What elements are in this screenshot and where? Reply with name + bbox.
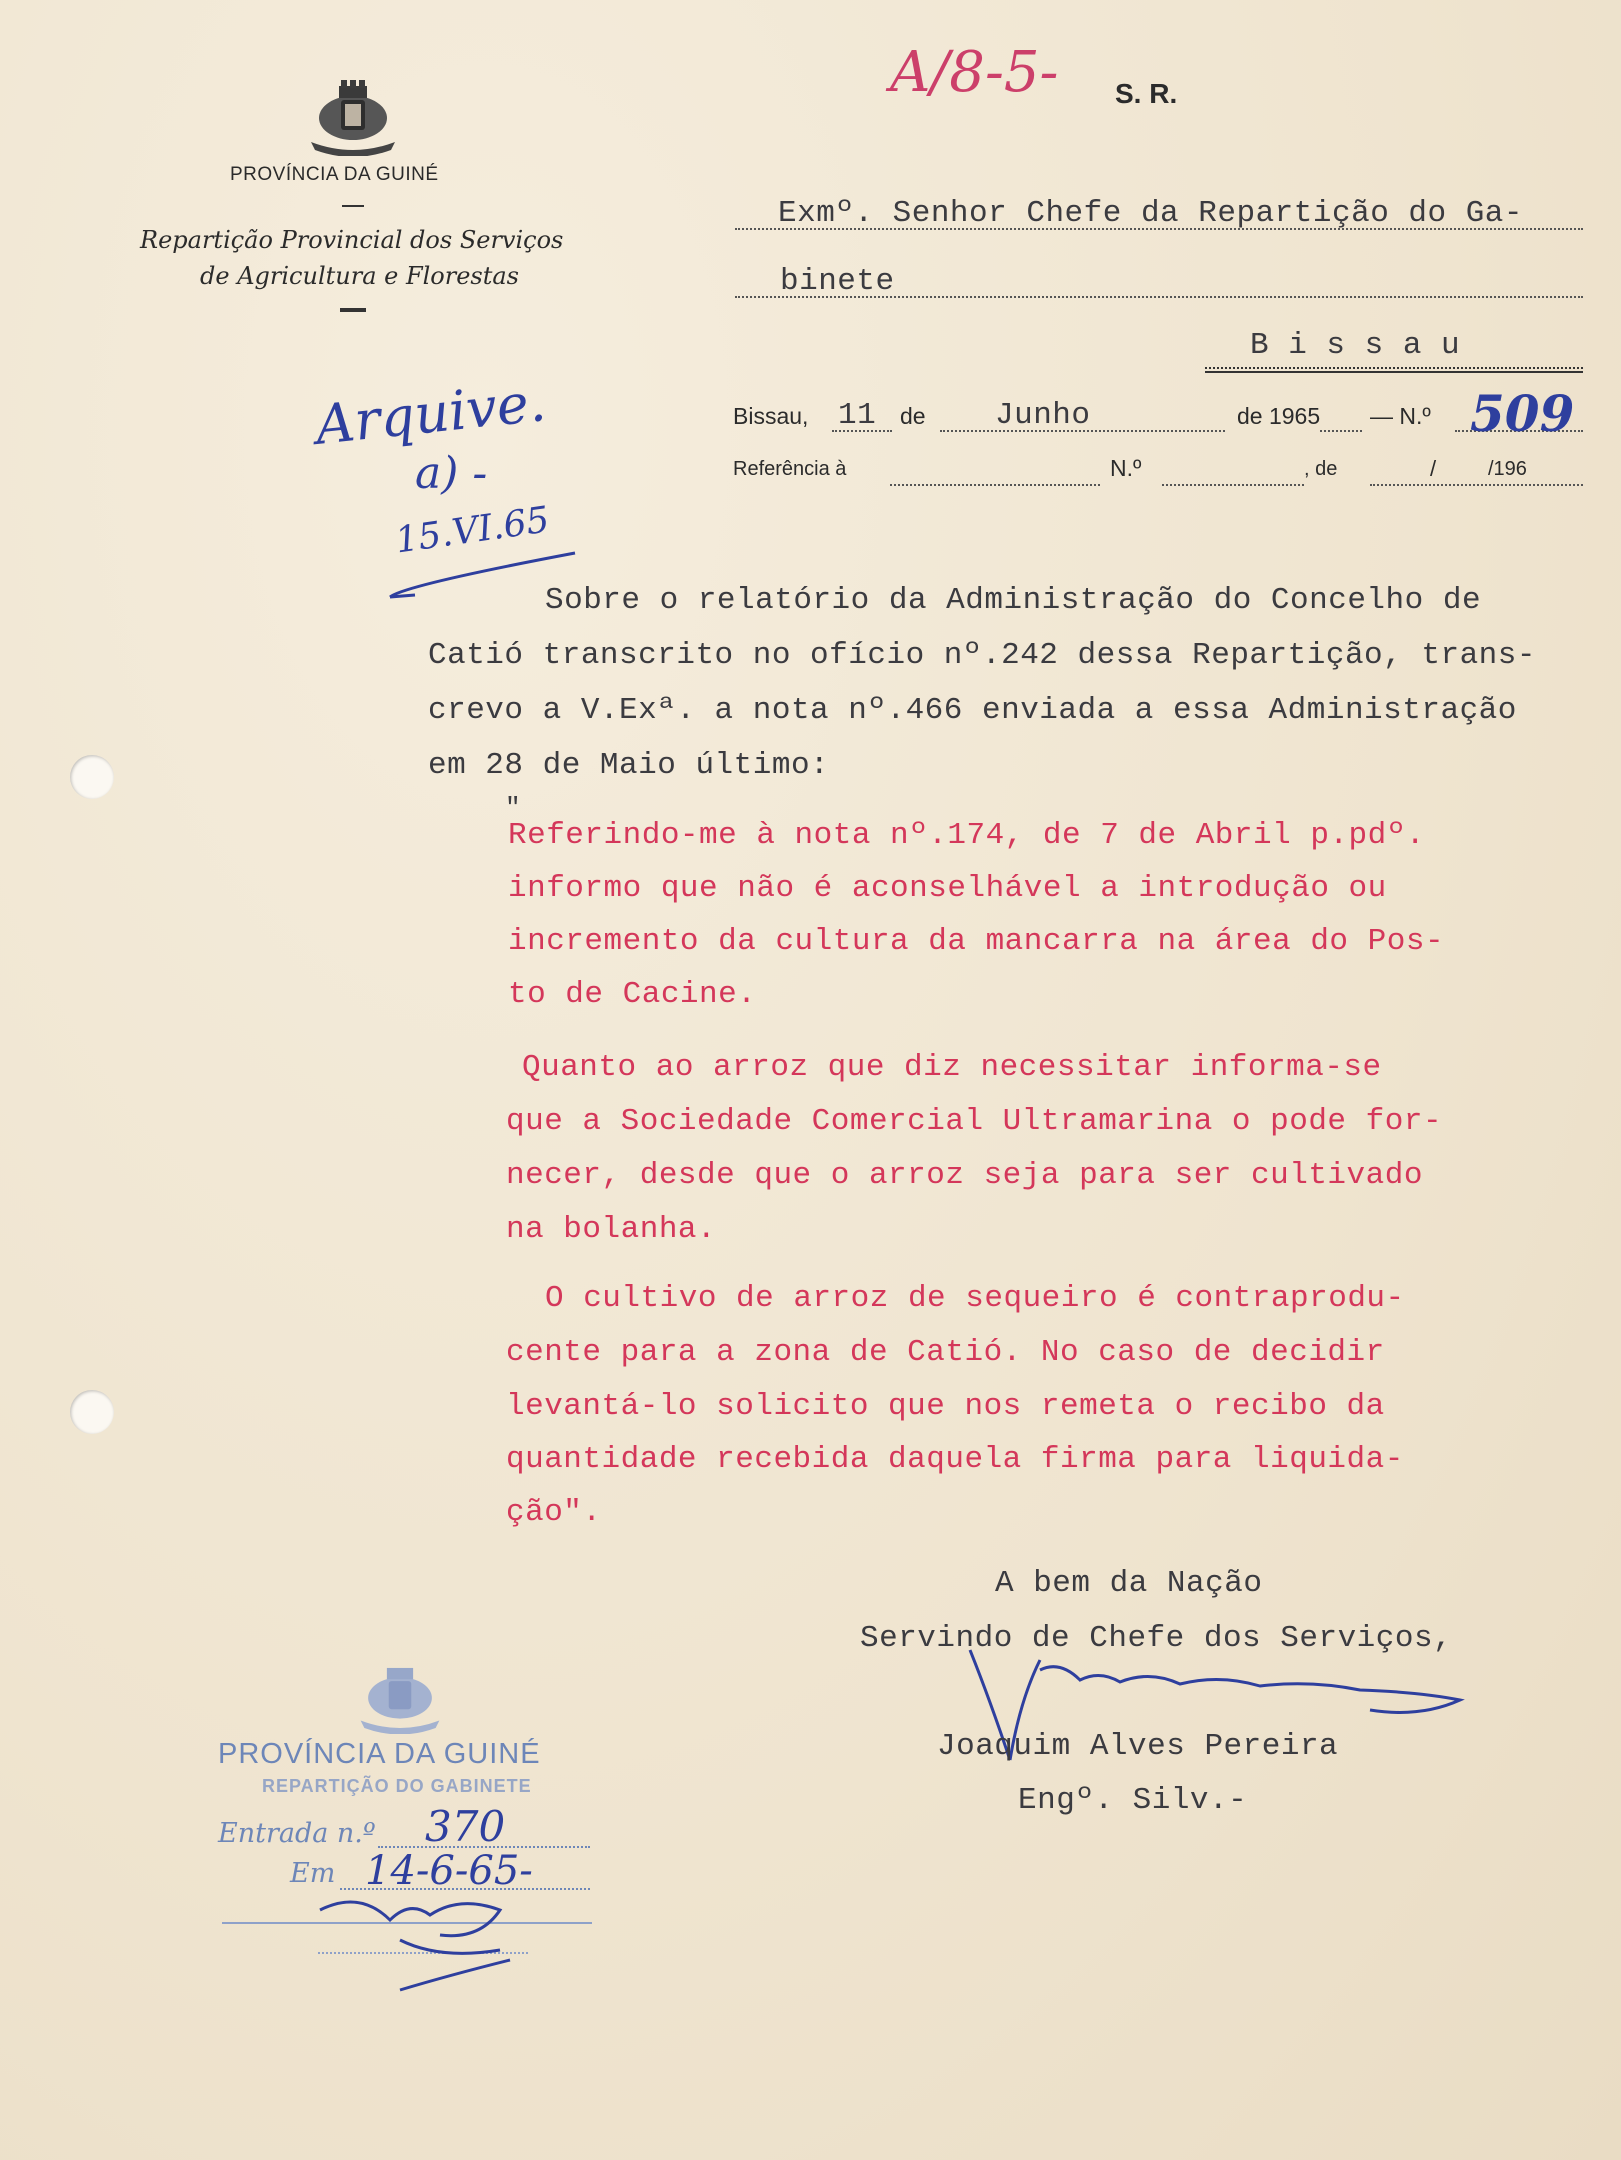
handwritten-reference: A/8-5-: [890, 40, 1059, 105]
addressee-city: B i s s a u: [1250, 328, 1461, 363]
stamp-office: REPARTIÇÃO DO GABINETE: [262, 1776, 532, 1796]
dateline-place: Bissau,: [733, 403, 809, 429]
quote-p2-line-3: necer, desde que o arroz seja para ser cultivado: [506, 1158, 1423, 1193]
reference-label: Referência à: [733, 458, 847, 480]
body-line-2: Catió transcrito no ofício nº.242 dessa Repartição, trans-: [428, 638, 1536, 673]
quote-p2-line-2: que a Sociedade Comercial Ultramarina o pode for-: [506, 1104, 1443, 1139]
dateline-day: 11: [838, 398, 877, 433]
body-line-4: em 28 de Maio último:: [428, 748, 830, 783]
stamp-date: 14-6-65-: [365, 1848, 533, 1894]
document-code: S. R.: [1115, 78, 1178, 109]
stamp-province: PROVÍNCIA DA GUINÉ: [218, 1738, 541, 1770]
department-line-2: de Agricultura e Florestas: [200, 262, 519, 290]
reference-n-label: N.º: [1110, 455, 1142, 481]
quote-open-mark: ": [505, 793, 522, 823]
stamp-entry-number: 370: [425, 1802, 506, 1851]
quote-p3-line-3: levantá-lo solicito que nos remeta o recibo da: [506, 1389, 1385, 1424]
quote-p1-line-1: Referindo-me à nota nº.174, de 7 de Abril p.pdº.: [508, 818, 1425, 853]
quote-p3-line-2: cente para a zona de Catió. No caso de decidir: [506, 1335, 1385, 1370]
dateline-number-label: — N.º: [1370, 403, 1431, 429]
addressee-line-1: Exmº. Senhor Chefe da Repartição do Ga-: [778, 196, 1524, 231]
reference-slash: /: [1430, 456, 1437, 481]
quote-p1-line-2: informo que não é aconselhável a introdução ou: [508, 871, 1387, 906]
quote-p2-line-1: Quanto ao arroz que diz necessitar informa-se: [522, 1050, 1382, 1085]
quote-p3-line-1: O cultivo de arroz de sequeiro é contraprodu-: [545, 1281, 1405, 1316]
dateline-de: de: [900, 403, 926, 429]
dateline-month: Junho: [995, 398, 1091, 433]
quote-p2-line-4: na bolanha.: [506, 1212, 717, 1247]
document-number: 509: [1470, 384, 1575, 443]
reference-n-rule: [1162, 484, 1304, 486]
province-heading: PROVÍNCIA DA GUINÉ: [230, 164, 439, 185]
signatory-title: Engº. Silv.-: [1018, 1783, 1248, 1818]
header-dash: [342, 205, 364, 207]
closing-salutation: A bem da Nação: [995, 1566, 1263, 1601]
reference-rule: [890, 484, 1100, 486]
stamp-initials: [300, 1880, 560, 2010]
reference-de-label: , de: [1304, 458, 1338, 480]
quote-p1-line-4: to de Cacine.: [508, 977, 757, 1012]
stamp-date-label: Em: [290, 1858, 336, 1889]
reference-date-rule: [1370, 484, 1583, 486]
margin-note-line-1: Arquive.: [312, 370, 549, 457]
year-rule: [1320, 430, 1362, 432]
department-line-1: Repartição Provincial dos Serviços: [140, 226, 564, 254]
header-divider: [340, 308, 366, 312]
coat-of-arms-emblem: [305, 78, 401, 161]
reference-year: /196: [1488, 458, 1527, 480]
body-line-1: Sobre o relatório da Administração do Concelho de: [545, 583, 1482, 618]
quote-p3-line-4: quantidade recebida daquela firma para liquida-: [506, 1442, 1404, 1477]
signature: [950, 1640, 1470, 1790]
stamp-emblem: [355, 1660, 445, 1739]
stamp-entry-label: Entrada n.º: [218, 1818, 376, 1849]
addressee-city-rule: [1205, 367, 1583, 369]
body-line-3: crevo a V.Exª. a nota nº.466 enviada a essa Administração: [428, 693, 1517, 728]
dateline-year: de 1965: [1237, 403, 1321, 429]
quote-p1-line-3: incremento da cultura da mancarra na área do Pos-: [508, 924, 1445, 959]
addressee-line-2: binete: [780, 264, 895, 299]
closing-role: Servindo de Chefe dos Serviços,: [860, 1621, 1453, 1656]
addressee-city-rule-2: [1205, 371, 1583, 373]
margin-note-line-3: 15.VI.65: [392, 499, 552, 562]
punch-hole-top: [70, 755, 114, 799]
signatory-name: Joaquim Alves Pereira: [937, 1729, 1339, 1764]
margin-note-line-2: a) -: [415, 448, 488, 499]
quote-p3-line-5: ção".: [506, 1495, 602, 1530]
punch-hole-bottom: [70, 1390, 114, 1434]
